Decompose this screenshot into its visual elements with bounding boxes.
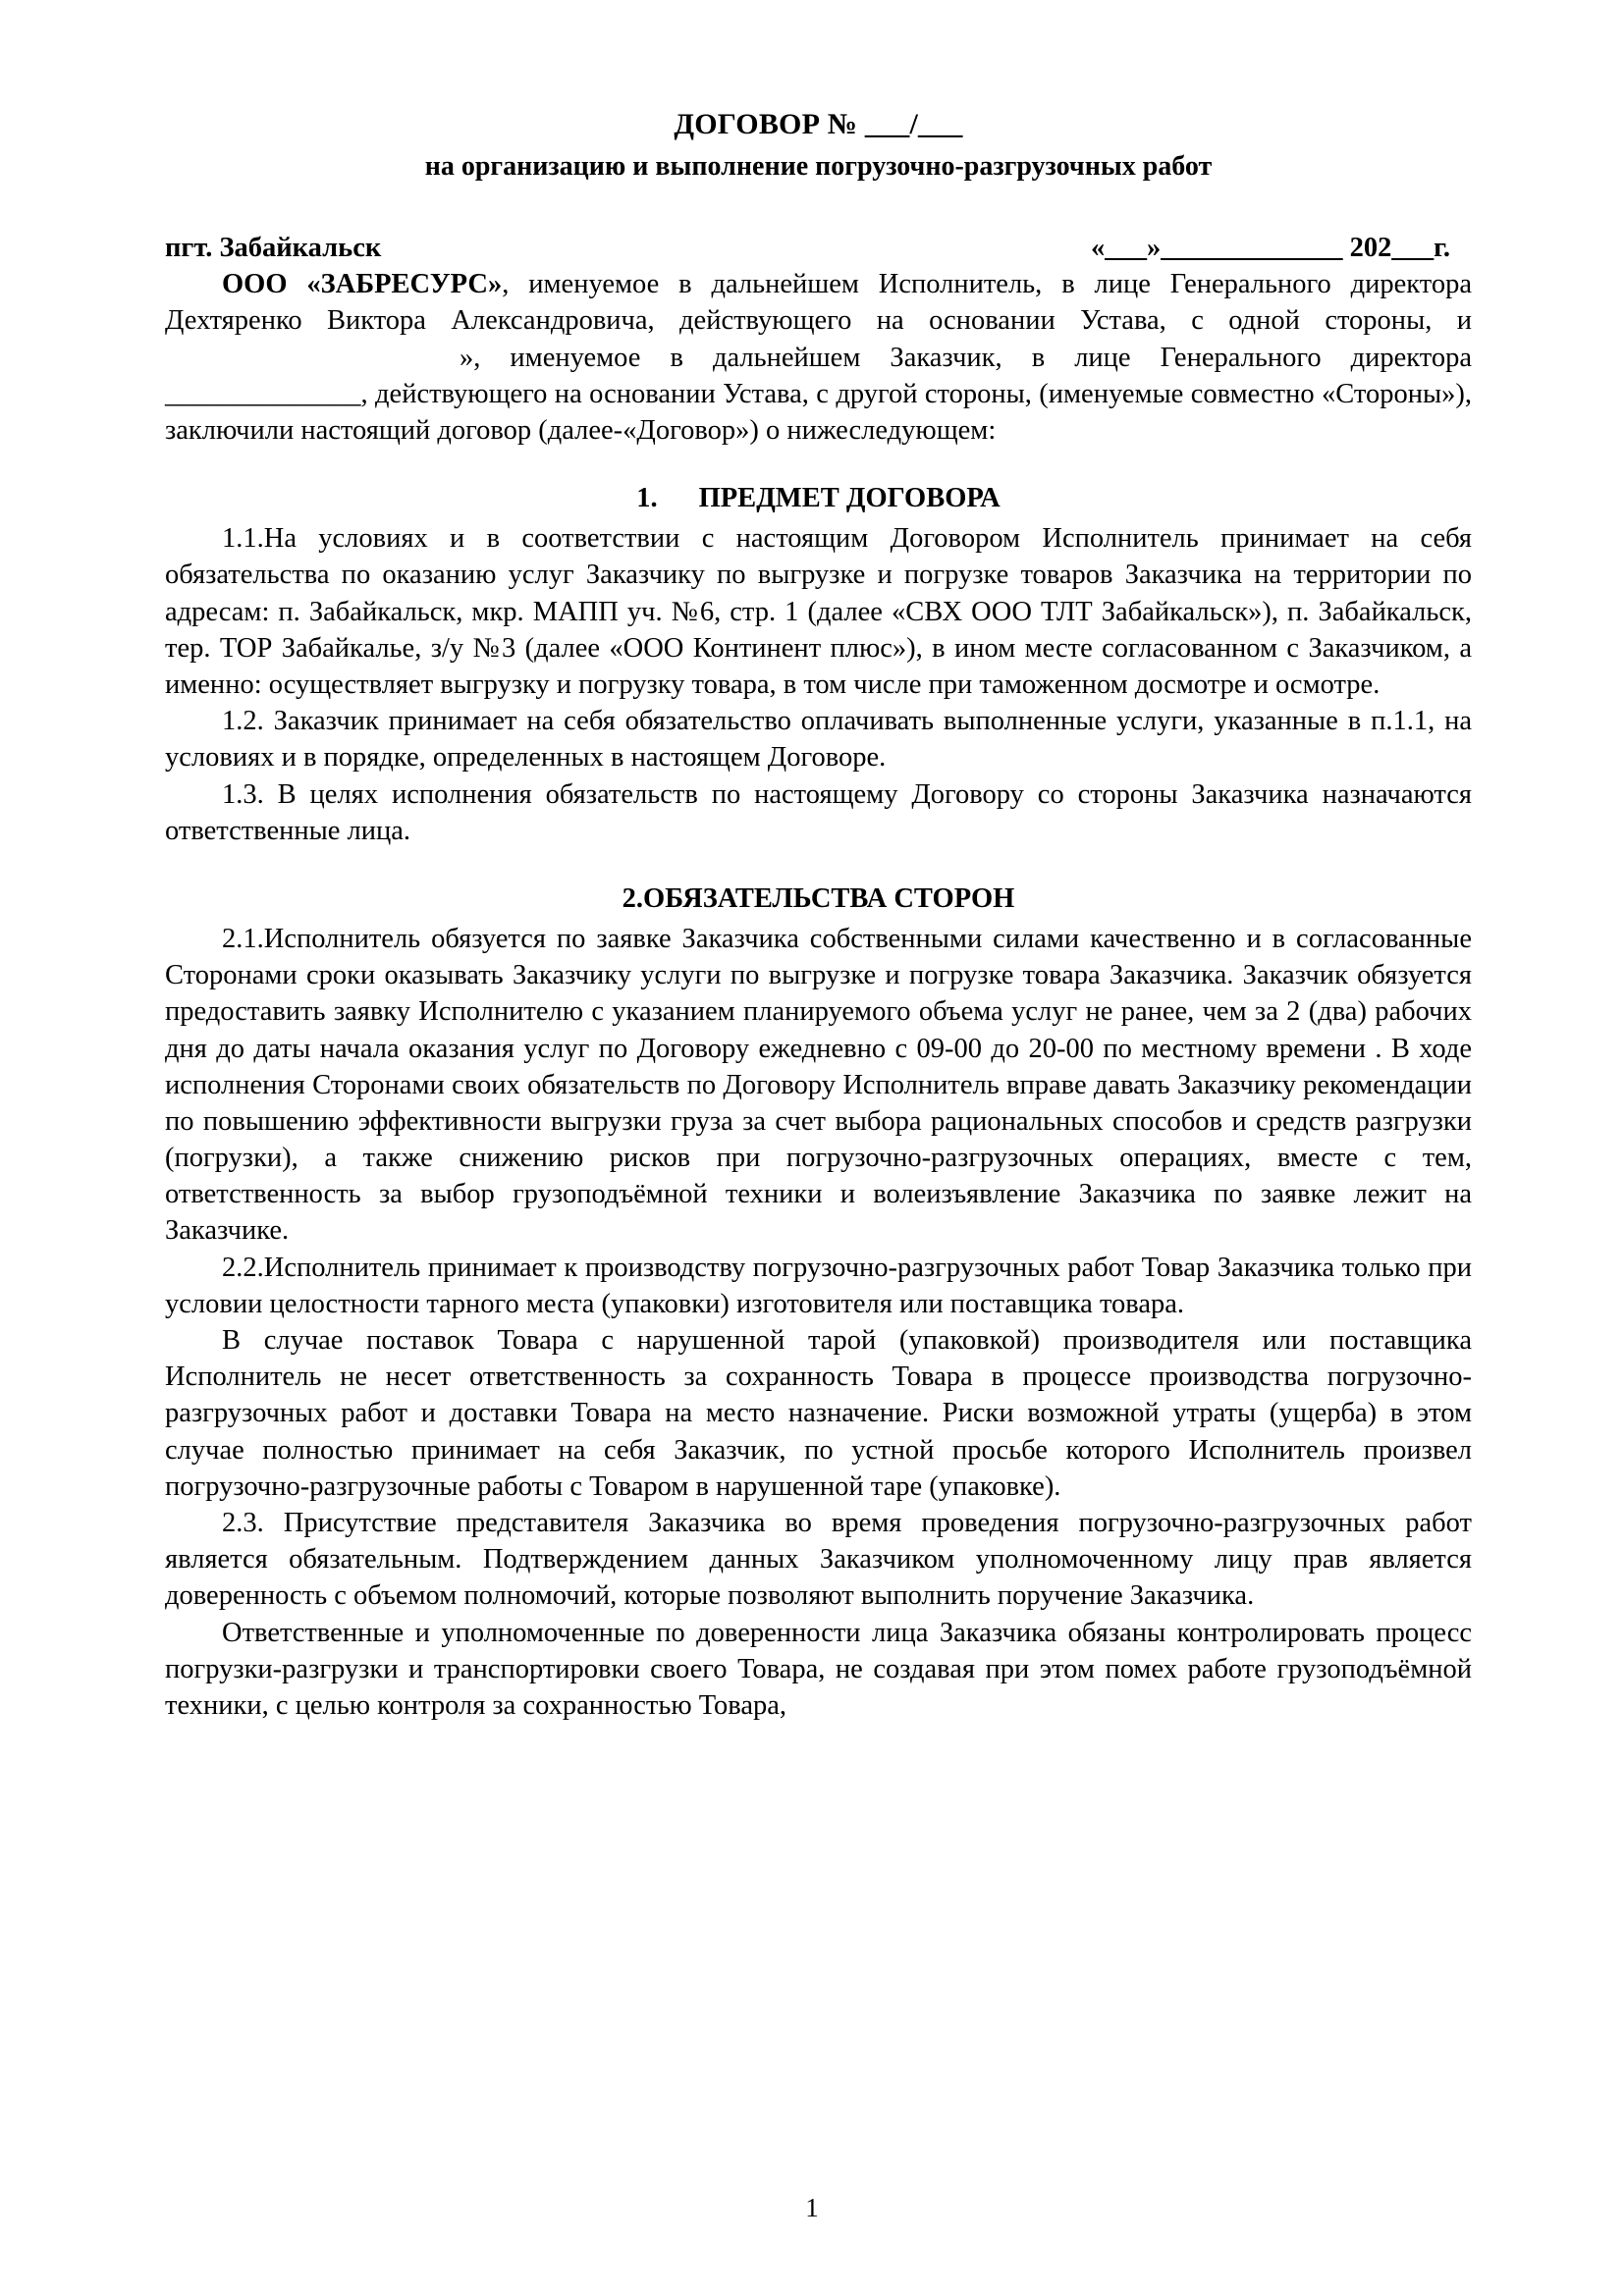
clause-1-2: 1.2. Заказчик принимает на себя обязательство оплачивать выполненные услуги, указанные в п.1.1, на условиях и в порядке, определенных в настоящем Договоре.: [165, 706, 1472, 774]
place-date-row: [165, 230, 1472, 266]
executor-company-name: ООО «ЗАБРЕСУРС»: [222, 269, 503, 300]
section-heading-1: [165, 480, 1472, 516]
section-1-number: 1.: [636, 483, 658, 514]
clause-1-3: 1.3. В целях исполнения обязательств по настоящему Договору со стороны Заказчика назначаются ответственные лица.: [165, 778, 1472, 846]
page-number: 1: [805, 2192, 819, 2222]
place-of-signing: пгт. Забайкальск: [165, 233, 382, 264]
clause-2-2: 2.2.Исполнитель принимает к производству погрузочно-разгрузочных работ Товар Заказчика только при условии целостности тарного места (упаковки) изготовителя или поставщика товара.: [165, 1252, 1472, 1319]
preamble-executor-text: , именуемое в дальнейшем Исполнитель, в лице Генерального директора Дехтяренко Виктора Александровича, действующего на основании Устава, с одной стороны, и: [165, 269, 1472, 337]
clause-2-3: 2.3. Присутствие представителя Заказчика во время проведения погрузочно-разгрузочных работ является обязательным. Подтверждением данных Заказчиком уполномоченному лицу прав является доверенность с объемом полномочий, которые позволяют выполнить поручение Заказчика.: [165, 1507, 1472, 1612]
clause-2-1: 2.1.Исполнитель обязуется по заявке Заказчика собственными силами качественно и в согласованные Сторонами сроки оказывать Заказчику услуги по выгрузке и погрузке товара Заказчика. Заказчик обязуется предоставить заявку Исполнителю с указанием планируемого объема услуг не ранее, чем за 2 (два) рабочих дня до даты начала оказания услуг по Договору ежедневно с 09-00 до 20-00 по местному времени . В ходе исполнения Сторонами своих обязательств по Договору Исполнитель вправе давать Заказчику рекомендации по повышению эффективности выгрузки груза за счет выбора рациональных способов и средств разгрузки (погрузки), а также снижению рисков при погрузочно-разгрузочных операциях, вместе с тем, ответственность за выбор грузоподъёмной техники и волеизъявление Заказчика по заявке лежит на Заказчике.: [165, 923, 1472, 1247]
clause-1-1: 1.1.На условиях и в соответствии с настоящим Договором Исполнитель принимает на себя обязательства по оказанию услуг Заказчику по выгрузке и погрузке товаров Заказчика на территории по адресам: п. Забайкальск, мкр. МАПП уч. №6, стр. 1 (далее «СВХ ООО ТЛТ Забайкальск»), п. Забайкальск, тер. ТОР Забайкалье, з/у №3 (далее «ООО Континент плюс»), в ином месте согласованном с Заказчиком, а именно: осуществляет выгрузку и погрузку товара, в том числе при таможенном досмотре и осмотре.: [165, 523, 1472, 700]
preamble-customer-text: », именуемое в дальнейшем Заказчик, в лице Генерального директора ______________, действующего на основании Устава, с другой стороны, (именуемые совместно «Стороны»), заключили настоящий договор (далее-«Договор») о нижеследующем:: [165, 342, 1472, 447]
document-header: [165, 106, 1472, 185]
page-title: ДОГОВОР № ___/___: [674, 108, 963, 140]
section-heading-2: 2.ОБЯЗАТЕЛЬСТВА СТОРОН: [622, 882, 1015, 914]
date-of-signing: «___»_____________ 202___г.: [1091, 233, 1450, 264]
document-subtitle: на организацию и выполнение погрузочно-разгрузочных работ: [424, 151, 1213, 183]
clause-2-2-continuation: В случае поставок Товара с нарушенной тарой (упаковкой) производителя или поставщика Исполнитель не несет ответственность за сохранность Товара в процессе производства погрузочно-разгрузочных работ и доставки Товара на место назначение. Риски возможной утраты (ущерба) в этом случае полностью принимает на себя Заказчик, по устной просьбе которого Исполнитель произвел погрузочно-разгрузочные работы с Товаром в нарушенной таре (упаковке).: [165, 1325, 1472, 1502]
preamble-paragraph: [165, 266, 1472, 449]
section-1-title: ПРЕДМЕТ ДОГОВОРА: [698, 483, 1001, 514]
clause-2-3-continuation: Ответственные и уполномоченные по доверенности лица Заказчика обязаны контролировать процесс погрузки-разгрузки и транспортировки своего Товара, не создавая при этом помех работе грузоподъёмной техники, с целью контроля за сохранностью Товара,: [165, 1617, 1472, 1721]
